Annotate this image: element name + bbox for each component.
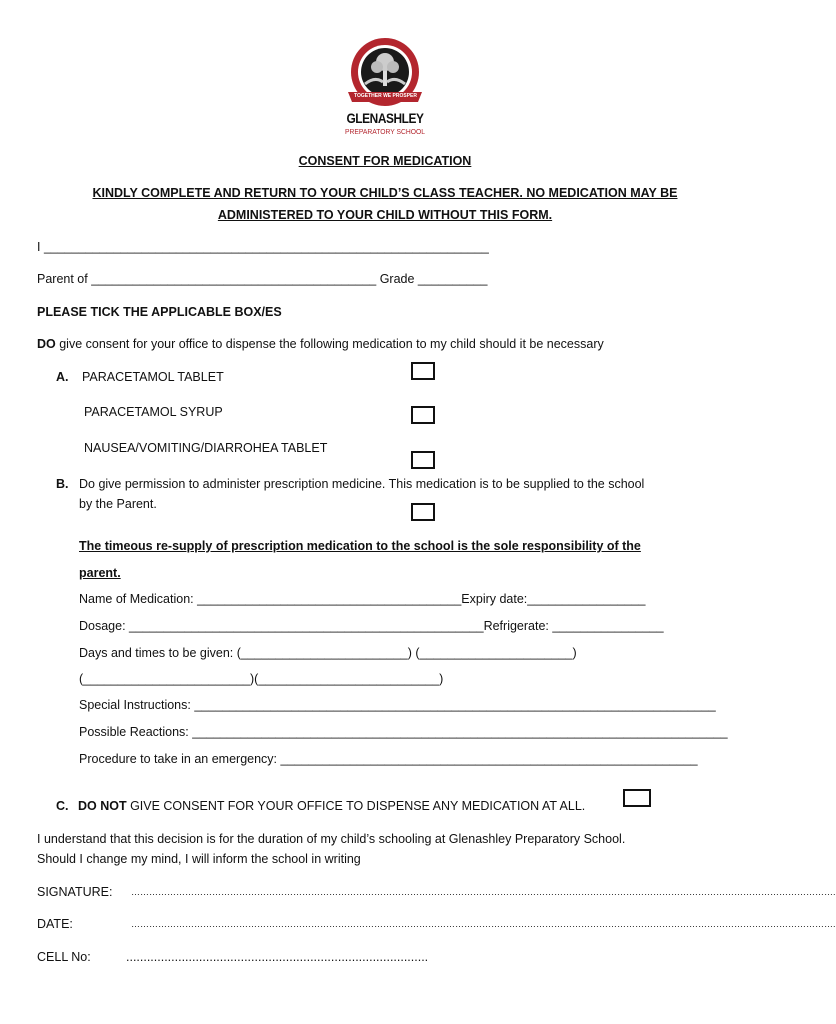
option-a-item-1: PARACETAMOL TABLET bbox=[82, 370, 224, 384]
option-c-letter: C. bbox=[56, 799, 69, 813]
name-field[interactable]: I ________________________________________________________________ bbox=[37, 240, 489, 254]
instruction-line-1: KINDLY COMPLETE AND RETURN TO YOUR CHILD’S CLASS TEACHER. NO MEDICATION MAY BE bbox=[92, 186, 678, 200]
option-a-letter: A. bbox=[56, 370, 69, 384]
signature-field[interactable]: ………………………………………………………………………………………………………………………………………………………………………………………………………………. bbox=[131, 887, 836, 897]
resupply-notice-1: The timeous re-supply of prescription medication to the school is the sole responsibility of the bbox=[79, 539, 641, 553]
checkbox-paracetamol-syrup[interactable] bbox=[411, 406, 435, 424]
option-c-bold: DO NOT bbox=[77, 799, 127, 813]
do-label: DO bbox=[37, 337, 56, 351]
understand-line-2: Should I change my mind, I will inform the school in writing bbox=[37, 852, 361, 866]
days-times-field[interactable]: Days and times to be given: (________________________) (______________________) bbox=[79, 646, 577, 660]
possible-reactions-field[interactable]: Possible Reactions: _____________________________________________________________________________ bbox=[79, 725, 728, 739]
checkbox-prescription[interactable] bbox=[411, 503, 435, 521]
option-b-line-1: Do give permission to administer prescription medicine. This medication is to be supplied to the school bbox=[79, 477, 645, 491]
date-field[interactable]: ………………………………………………………………………………………………………………………………………………………………………………………………………………. bbox=[131, 919, 836, 929]
option-b-line-2: by the Parent. bbox=[79, 497, 157, 511]
option-b-letter: B. bbox=[56, 477, 69, 491]
checkbox-do-not-consent[interactable] bbox=[623, 789, 651, 807]
do-text: give consent for your office to dispense the following medication to my child should it be necessary bbox=[55, 337, 604, 351]
days-times-field-2[interactable]: (________________________)(__________________________) bbox=[79, 672, 444, 686]
tick-heading: PLEASE TICK THE APPLICABLE BOX/ES bbox=[37, 305, 282, 319]
checkbox-nausea-tablet[interactable] bbox=[411, 451, 435, 469]
cell-label: CELL No: bbox=[37, 950, 91, 964]
instruction-line-2: ADMINISTERED TO YOUR CHILD WITHOUT THIS FORM. bbox=[217, 208, 553, 222]
parent-of-field[interactable]: Parent of _________________________________________ Grade __________ bbox=[37, 272, 488, 286]
logo-school-name: GLENASHLEY bbox=[346, 110, 424, 126]
signature-label: SIGNATURE: bbox=[37, 885, 113, 899]
dosage-field[interactable]: Dosage: ___________________________________________________Refrigerate: ________________ bbox=[79, 619, 664, 633]
option-c-text: GIVE CONSENT FOR YOUR OFFICE TO DISPENSE ANY MEDICATION AT ALL. bbox=[126, 799, 586, 813]
school-logo bbox=[340, 34, 430, 140]
logo-banner-text: TOGETHER WE PROSPER bbox=[354, 93, 417, 99]
do-consent-statement bbox=[37, 337, 604, 351]
date-label: DATE: bbox=[37, 917, 73, 931]
medication-name-field[interactable]: Name of Medication: ______________________________________Expiry date:_________________ bbox=[79, 592, 646, 606]
cell-field[interactable]: ....................................................................................... bbox=[126, 950, 429, 964]
option-a-item-3: NAUSEA/VOMITING/DIARROHEA TABLET bbox=[84, 441, 328, 455]
option-a-item-2: PARACETAMOL SYRUP bbox=[84, 405, 223, 419]
checkbox-paracetamol-tablet[interactable] bbox=[411, 362, 435, 380]
emergency-procedure-field[interactable]: Procedure to take in an emergency: ____________________________________________________________ bbox=[79, 752, 698, 766]
understand-line-1: I understand that this decision is for the duration of my child’s schooling at Glenashley Preparatory School. bbox=[37, 832, 626, 846]
resupply-notice-2: parent. bbox=[79, 566, 121, 580]
special-instructions-field[interactable]: Special Instructions: ___________________________________________________________________________ bbox=[79, 698, 716, 712]
option-c-statement bbox=[56, 799, 585, 813]
crest-emblem-icon bbox=[340, 34, 430, 114]
logo-school-subname: PREPARATORY SCHOOL bbox=[344, 127, 426, 136]
form-title: CONSENT FOR MEDICATION bbox=[298, 154, 472, 168]
